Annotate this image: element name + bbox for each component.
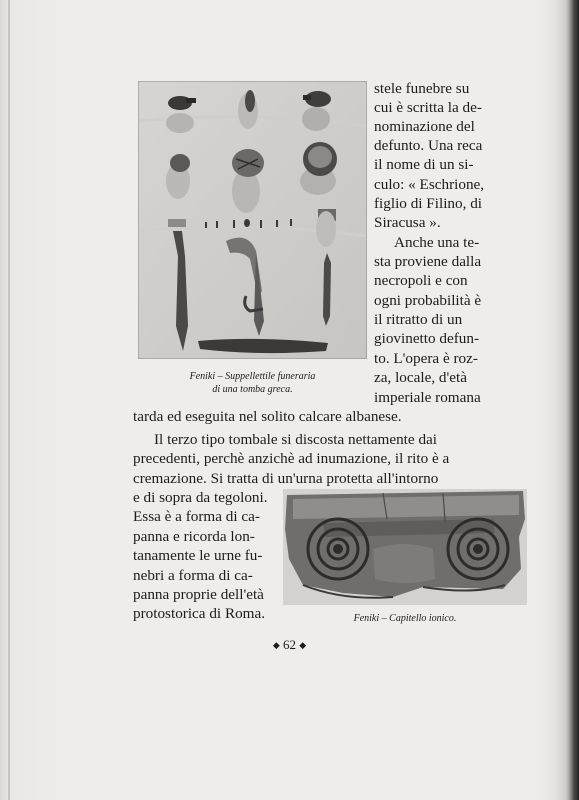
text-line: precedenti, perchè anzichè ad inumazione, il rito è a [133, 450, 450, 467]
text-line: protostorica di Roma. [133, 605, 266, 622]
text-line: imperiale romana [374, 389, 481, 406]
page-number: 62 [283, 637, 296, 652]
text-line: Anche una te- [394, 234, 480, 251]
page-gutter [8, 0, 10, 800]
funerary-objects-image [138, 81, 367, 359]
text-line: Siracusa ». [374, 214, 441, 231]
text-line: tanamente le urne fu- [133, 547, 263, 564]
photo-caption-capital: Feniki – Capitello ionico. [353, 613, 457, 624]
text-line: il ritratto di un [374, 311, 463, 328]
text-line: za, locale, d'età [374, 369, 467, 386]
ionic-capital-image [283, 489, 527, 605]
text-line: nebri a forma di ca- [133, 567, 253, 584]
text-line: culo: « Eschrione, [374, 176, 485, 193]
photo-funerary-objects [138, 81, 367, 359]
text-line: Essa è a forma di ca- [133, 508, 260, 525]
ornament-icon: ◆ [272, 640, 280, 650]
text-line: panna proprie dell'età [133, 586, 264, 603]
text-line: cremazione. Si tratta di un'urna protetta all'intorno [133, 470, 439, 487]
text-line: defunto. Una reca [374, 137, 483, 154]
text-line: necropoli e con [374, 272, 468, 289]
text-line: stele funebre su [374, 80, 470, 97]
text-line: to. L'opera è roz- [374, 350, 478, 367]
text-line: e di sopra da tegoloni. [133, 489, 268, 506]
text-line: figlio di Filino, di [374, 195, 483, 212]
photo-ionic-capital [283, 489, 527, 605]
text-line: tarda ed eseguita nel solito calcare albanese. [133, 408, 402, 425]
text-line: panna e ricorda lon- [133, 528, 255, 545]
caption-line: Feniki – Suppellettile funeraria [189, 371, 316, 382]
text-line: Il terzo tipo tombale si discosta nettamente dai [154, 431, 437, 448]
ornament-icon: ◆ [299, 640, 307, 650]
caption-line: di una tomba greca. [212, 384, 293, 395]
text-line: il nome di un si- [374, 156, 474, 173]
page-number-line [0, 637, 579, 653]
text-line: ogni probabilità è [374, 292, 482, 309]
photo-caption-funerary [138, 370, 367, 396]
text-line: giovinetto defun- [374, 330, 480, 347]
text-line: sta proviene dalla [374, 253, 482, 270]
text-line: nominazione del [374, 118, 475, 135]
text-line: cui è scritta la de- [374, 99, 482, 116]
